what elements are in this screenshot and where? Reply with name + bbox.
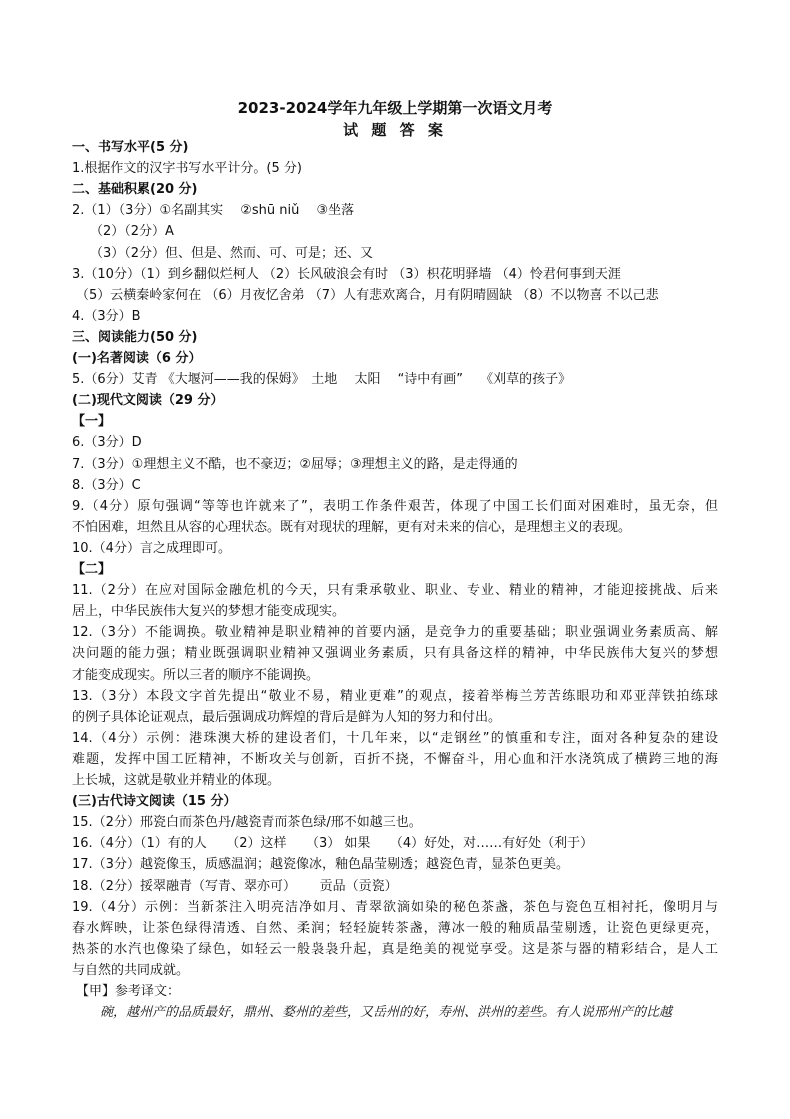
- text-line: 难题，发挥中国工匠精神，不断攻关与创新，百折不挠，不懈奋斗，用心血和汗水浇筑成了横跨三地的海: [72, 751, 718, 767]
- text-line: 与自然的共同成就。: [72, 962, 190, 978]
- text-line: 13.（3分）本段文字首先提出“敬业不易，精业更难”的观点，接着举梅兰芳苦练眼功和邓亚萍铁拍练球: [72, 688, 718, 704]
- text-line: 19.（4分）示例：当新茶注入明亮洁净如月、青翠欲滴如染的秘色茶盏，茶色与瓷色互相衬托，像明月与: [72, 899, 718, 915]
- text-line: 【一】: [72, 414, 112, 430]
- text-line: 12.（3分）不能调换。敬业精神是职业精神的首要内涵，是竞争力的重要基础；职业强调业务素质高、解: [72, 625, 718, 641]
- text-line: 热茶的水汽也像染了绿色，如轻云一般袅袅升起，真是绝美的视觉享受。这是茶与器的精彩结合，是人工: [72, 941, 718, 957]
- text-line: 【二】: [72, 562, 112, 577]
- text-line: 3.（10分）（1）到乡翻似烂柯人 （2）长风破浪会有时 （3）枳花明驿墙 （4）怜君何事到天涯: [72, 266, 621, 282]
- text-line: 5.（6分）艾青 《大堰河——我的保姆》 土地 太阳 “诗中有画” 《刈草的孩子》: [72, 372, 572, 388]
- text-line: 二、基础积累(20 分): [72, 182, 198, 198]
- text-line: 6.（3分）D: [72, 435, 142, 451]
- text-line: 4.（3分）B: [72, 308, 141, 324]
- text-line: （2）（2分）A: [90, 224, 174, 240]
- text-line: 8.（3分）C: [72, 477, 141, 493]
- text-line: (二)现代文阅读（29 分）: [72, 393, 224, 409]
- text-line: 【甲】参考译文：: [76, 984, 181, 999]
- text-line: 决问题的能力强；精业既强调职业精神又强调业务素质，只有具备这样的精神，中华民族伟大复兴的梦想: [72, 646, 718, 662]
- text-line: （5）云横秦岭家何在 （6）月夜忆舍弟 （7）人有悲欢离合，月有阴晴圆缺 （8）不以物喜 不以己悲: [76, 287, 659, 303]
- text-line: (一)名著阅读（6 分）: [72, 351, 202, 366]
- text-line: (三)古代诗文阅读（15 分）: [72, 794, 237, 810]
- text-line: 16.（4分）（1）有的人 （2）这样 （3） 如果 （4）好处，对……有好处（利于）: [72, 836, 594, 852]
- text-line: 上长城，这就是敬业并精业的体现。: [72, 773, 281, 788]
- text-line: （3）（2分）但、但是、然而、可、可是；还、又: [90, 245, 374, 261]
- text-line: 15.（2分）邢瓷白而茶色丹/越瓷青而茶色绿/邢不如越三也。: [72, 815, 422, 831]
- text-line: 的例子具体论证观点，最后强调成功辉煌的背后是鲜为人知的努力和付出。: [72, 709, 502, 725]
- text-line: 10.（4分）言之成理即可。: [72, 540, 231, 556]
- text-line: 三、阅读能力(50 分): [72, 329, 198, 345]
- text-line: 11.（2分）在应对国际金融危机的今天，只有秉承敬业、职业、专业、精业的精神，才能迎接挑战、后来: [72, 583, 718, 599]
- text-line: 17.（3分）越瓷像玉，质感温润；越瓷像冰，釉色晶莹剔透；越瓷色青，显茶色更美。: [72, 857, 569, 873]
- text-line: 不怕困难，坦然且从容的心理状态。既有对现状的理解，更有对未来的信心，是理想主义的表现。: [72, 519, 632, 535]
- text-line: 一、书写水平(5 分): [72, 140, 189, 155]
- text-line: 碗，越州产的品质最好，鼎州、婺州的差些，又岳州的好，寿州、洪州的差些。有人说邢州产的比越: [100, 1005, 673, 1021]
- text-line: 居上，中华民族伟大复兴的梦想才能变成现实。: [72, 604, 346, 620]
- text-line: 春水辉映，让茶色绿得清透、自然、柔润；轻轻旋转茶盏，薄冰一般的釉质晶莹剔透，让瓷色更绿更亮，: [72, 920, 718, 936]
- text-line: 14.（4分）示例：港珠澳大桥的建设者们，十几年来，以“走钢丝”的慎重和专注，面对各种复杂的建设: [72, 730, 718, 746]
- text-line: 9.（4分）原句强调“等等也许就来了”，表明工作条件艰苦，体现了中国工长们面对困难时，虽无奈，但: [72, 498, 718, 514]
- text-line: 才能变成现实。所以三者的顺序不能调换。: [72, 667, 320, 683]
- text-line: 18.（2分）挼翠融青（写青、翠亦可） 贡品（贡瓷）: [72, 878, 398, 894]
- text-line: 7.（3分）①理想主义不酷，也不豪迈；②屈辱；③理想主义的路，是走得通的: [72, 456, 518, 472]
- text-line: 2.（1）（3分）①名副其实 ②shū niǔ ③坐落: [72, 203, 355, 219]
- document-title: 2023-2024学年九年级上学期第一次语文月考: [237, 99, 553, 117]
- document-subtitle: 试 题 答 案: [343, 121, 447, 139]
- text-line: 1.根据作文的汉字书写水平计分。(5 分): [72, 161, 302, 177]
